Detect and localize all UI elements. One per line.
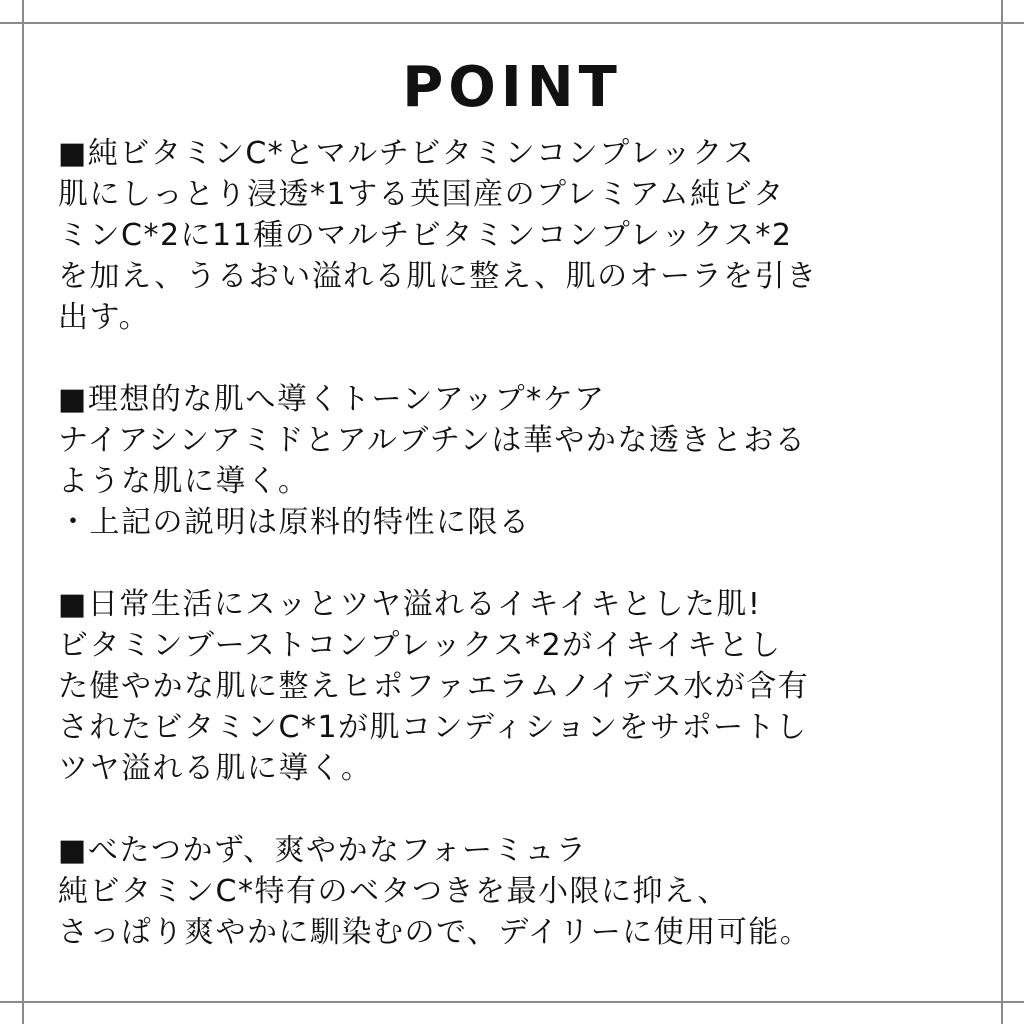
point-section-daily-glow — [58, 584, 988, 789]
section-text-line: されたビタミンC*1が肌コンディションをサポートし — [58, 710, 808, 745]
section-text-line: 出す。 — [58, 300, 151, 335]
section-text-line: ツヤ溢れる肌に導く。 — [58, 751, 373, 786]
section-note-line: ・上記の説明は原料的特性に限る — [58, 505, 531, 540]
section-text-line: を加え、うるおい溢れる肌に整え、肌のオーラを引き — [58, 259, 818, 294]
point-content — [58, 133, 988, 994]
frame-line-right — [1001, 0, 1003, 1024]
point-section-tone-up — [58, 379, 988, 543]
frame-line-bottom — [0, 1001, 1024, 1003]
section-heading: ■べたつかず、爽やかなフォーミュラ — [58, 833, 588, 868]
section-text-line: た健やかな肌に整えヒポファエラムノイデス水が含有 — [58, 669, 810, 704]
section-text-line: ビタミンブーストコンプレックス*2がイキイキとし — [58, 628, 782, 663]
point-section-formula — [58, 830, 988, 953]
section-text-line: ような肌に導く。 — [58, 464, 310, 499]
frame-line-left — [22, 0, 24, 1024]
section-text-line: ナイアシンアミドとアルブチンは華やかな透きとおる — [58, 423, 807, 458]
section-text-line: 純ビタミンC*特有のベタつきを最小限に抑え、 — [58, 874, 729, 909]
section-text-line: ミンC*2に11種のマルチビタミンコンプレックス*2 — [58, 218, 793, 253]
section-heading: ■純ビタミンC*とマルチビタミンコンプレックス — [58, 136, 755, 171]
section-heading: ■理想的な肌へ導くトーンアップ*ケア — [58, 382, 606, 417]
frame-line-top — [0, 22, 1024, 24]
section-heading: ■日常生活にスッとツヤ溢れるイキイキとした肌! — [58, 587, 762, 622]
section-text-line: さっぱり爽やかに馴染むので、デイリーに使用可能。 — [58, 915, 812, 950]
point-section-vitamin-c — [58, 133, 988, 338]
page-title: POINT — [402, 55, 622, 120]
section-text-line: 肌にしっとり浸透*1する英国産のプレミアム純ビタ — [58, 177, 785, 212]
